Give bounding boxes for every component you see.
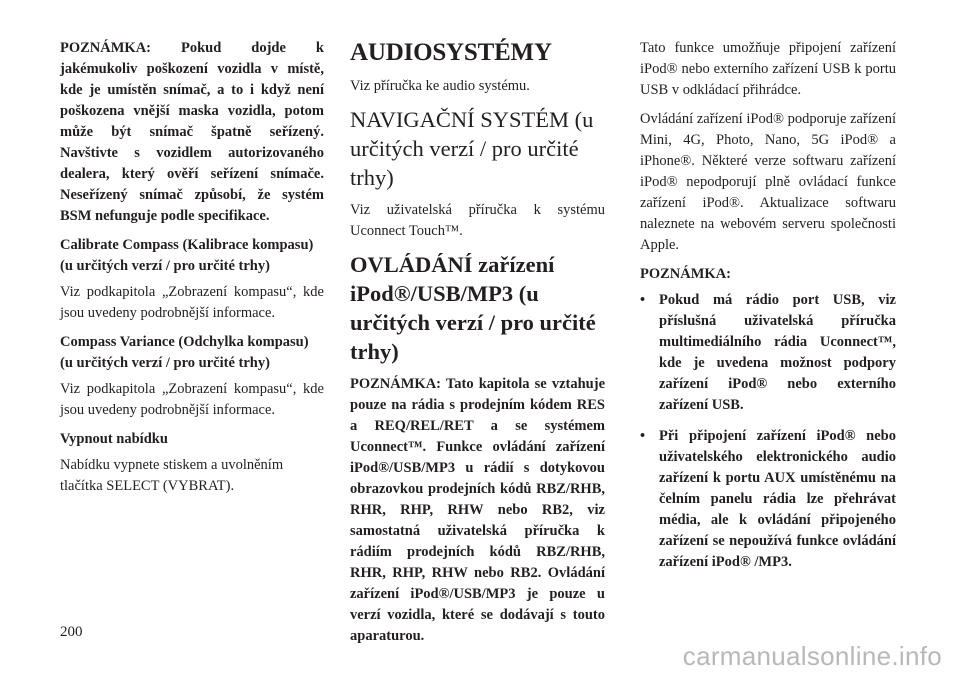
ipod-control-title: OVLÁDÁNÍ zařízení iPod®/USB/MP3 (u určitých verzí / pro určité trhy) [350,252,596,364]
calibrate-compass-heading: Calibrate Compass (Kalibrace kompasu) (u určitých verzí / pro určité trhy) [60,237,314,274]
ipod-support-text: Ovládání zařízení iPod® podporuje zařízení Mini, 4G, Photo, Nano, 5G iPod® a iPhone®. Některé verze softwaru zařízení iPod® nepodporují plně ovládací funkce zařízení iPod®. Aktualizace softwaru naleznete na webovém serveru společnosti Apple. [640,111,896,253]
calibrate-compass-text: Viz podkapitola „Zobrazení kompasu“, kde jsou uvedeny podrobnější informace. [60,284,324,321]
navigation-text: Viz uživatelská příručka k systému Uconnect Touch™. [350,202,605,239]
watermark-link[interactable]: carmanualsonline.info [682,641,942,671]
note-heading: POZNÁMKA: [640,266,732,282]
list-item: • Pokud má rádio port USB, viz příslušná uživatelská příručka multimediálního rádia Uconnect™, kde je uvedena možnost podpory zařízení iPod® nebo externího zařízení USB. [640,290,896,416]
page-number: 200 [60,624,83,640]
ipod-intro-text: Tato funkce umožňuje připojení zařízení iPod® nebo externího zařízení USB k portu USB v odkládací přihrádce. [640,40,896,98]
column-left [60,38,324,505]
compass-variance-heading: Compass Variance (Odchylka kompasu) (u určitých verzí / pro určité trhy) [60,334,309,371]
bsm-note: POZNÁMKA: Pokud dojde k jakémukoliv poškození vozidla v místě, kde je umístěn snímač, a to i když není poškozena vnější maska vozidla, potom může být snímač špatně seřízený. Navštivte s vozidlem autorizovaného dealera, který ověří seřízení snímače. Neseřízený snímač způsobí, že systém BSM nefunguje podle specifikace. [60,40,324,224]
note-list [640,290,896,573]
exit-menu-text: Nabídku vypnete stiskem a uvolněním tlačítka SELECT (VYBRAT). [60,457,284,494]
audio-systems-title: AUDIOSYSTÉMY [350,39,552,66]
column-middle [350,38,605,655]
list-item: • Při připojení zařízení iPod® nebo uživatelského elektronického audio zařízení k portu AUX umístěnému na čelním panelu rádia lze přehrávat média, ale k ovládání připojeného zařízení se nepoužívá funkce ovládání zařízení iPod® /MP3. [640,426,896,573]
compass-variance-text: Viz podkapitola „Zobrazení kompasu“, kde jsou uvedeny podrobnější informace. [60,381,324,418]
exit-menu-heading: Vypnout nabídku [60,431,168,447]
audio-systems-text: Viz příručka ke audio systému. [350,78,530,94]
column-right [640,38,896,583]
ipod-note: POZNÁMKA: Tato kapitola se vztahuje pouze na rádia s prodejním kódem RES a REQ/REL/RET a se systémem Uconnect™. Funkce ovládání zařízení iPod®/USB/MP3 u rádií s dotykovou obrazovkou prodejních kódů RBZ/RHB, RHR, RHP, RHW nebo RB2, viz samostatná uživatelská příručka k rádiím prodejních kódů RBZ/RHB, RHR, RHP, RHW nebo RB2. Ovládání zařízení iPod®/USB/MP3 je pouze u verzí vozidla, které se dodávají s touto aparaturou. [350,376,605,644]
navigation-title: NAVIGAČNÍ SYSTÉM (u určitých verzí / pro určité trhy) [350,107,594,190]
